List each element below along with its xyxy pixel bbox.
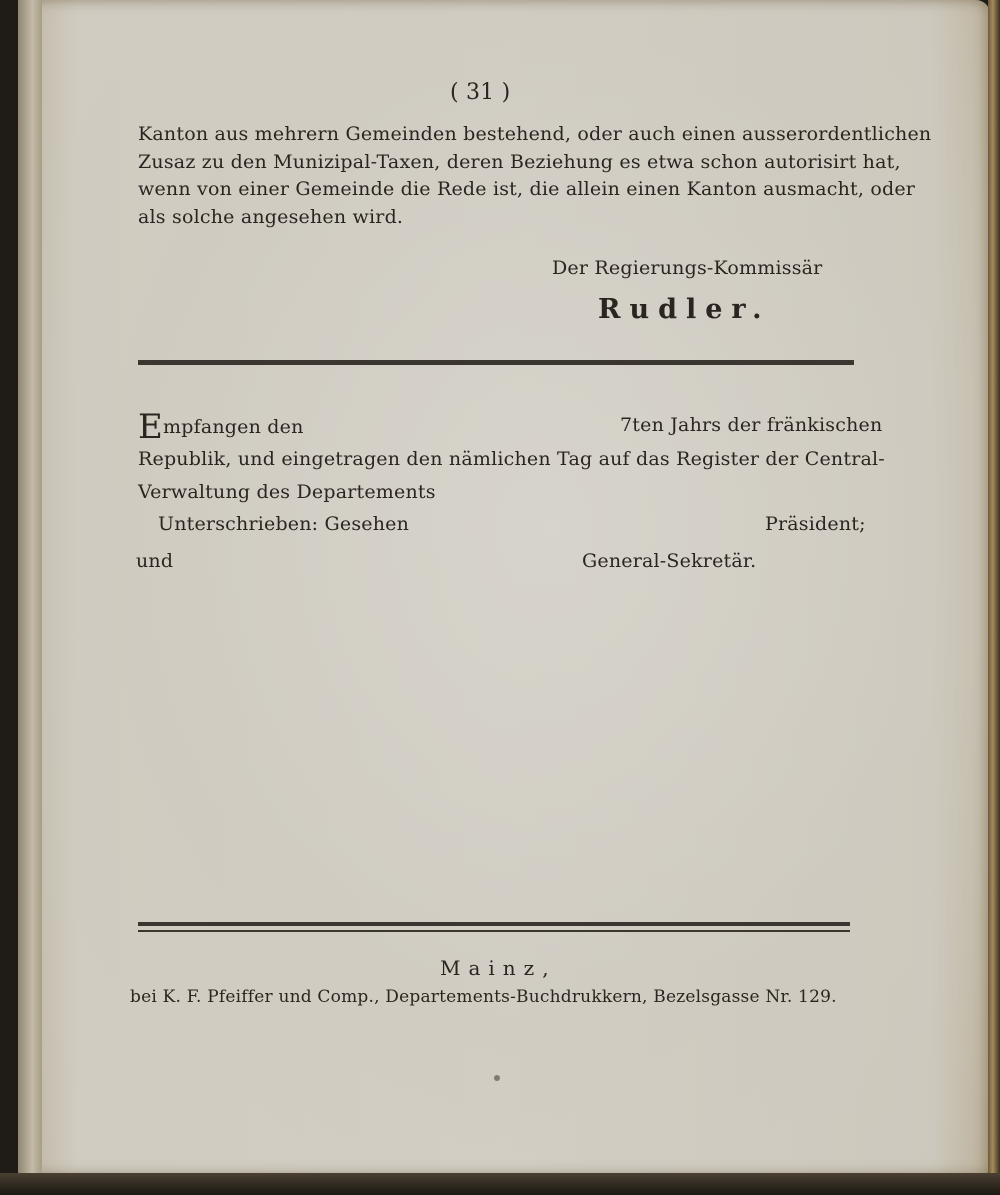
drop-initial: E — [138, 407, 164, 447]
registration-line-2: Republik, und eingetragen den nämlichen Tag auf das Register der Central- — [138, 448, 885, 470]
imprint-printer: bei K. F. Pfeiffer und Comp., Departements-Buchdrukkern, Bezelsgasse Nr. 129. — [130, 987, 837, 1007]
paragraph-line: wenn von einer Gemeinde die Rede ist, die allein einen Kanton ausmacht, oder — [138, 178, 916, 200]
double-rule-top — [138, 922, 850, 926]
registration-line-5-start: und — [136, 550, 174, 572]
divider-rule — [138, 360, 854, 365]
registration-text: mpfangen den — [163, 416, 304, 438]
paragraph-line: als solche angesehen wird. — [138, 206, 404, 228]
book-edge — [988, 0, 1000, 1195]
signatory-title: Der Regierungs-Kommissär — [552, 257, 823, 279]
book-bottom-edge — [0, 1173, 1000, 1195]
registration-line-4-end: Präsident; — [765, 513, 866, 535]
paragraph-line: Zusaz zu den Munizipal-Taxen, deren Beziehung es etwa schon autorisirt hat, — [138, 151, 901, 173]
double-rule-bottom — [138, 930, 850, 932]
paragraph-line: Kanton aus mehrern Gemeinden bestehend, oder auch einen ausserordentlichen — [138, 123, 932, 145]
registration-line-3: Verwaltung des Departements — [138, 481, 436, 503]
ink-speck — [494, 1075, 500, 1081]
page-number: ( 31 ) — [450, 80, 511, 105]
registration-line-1-start — [138, 407, 304, 447]
registration-line-1-end: 7ten Jahrs der fränkischen — [620, 414, 883, 436]
registration-line-5-end: General-Sekretär. — [582, 550, 757, 572]
signatory-name: Rudler. — [598, 294, 771, 325]
imprint-city: Mainz, — [440, 956, 557, 980]
registration-line-4-start: Unterschrieben: Gesehen — [158, 513, 410, 535]
facing-page-edge — [18, 0, 42, 1175]
